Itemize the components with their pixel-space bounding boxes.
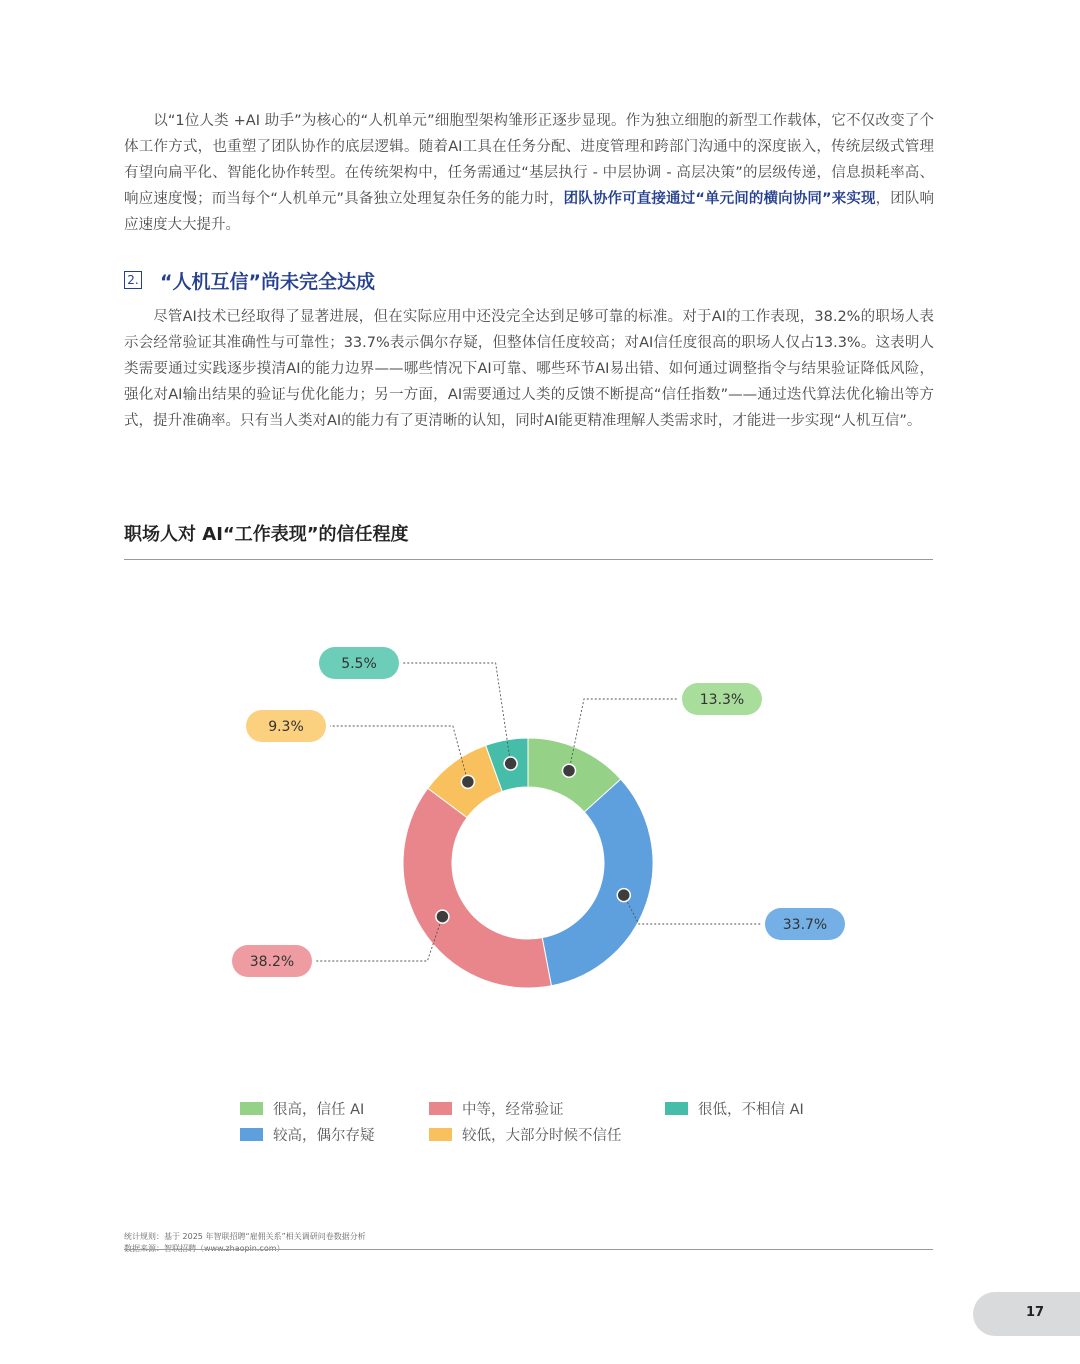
page-number: 17 [1026,1305,1045,1320]
title-divider [124,559,933,560]
paragraph-1-text: 以“1位人类 +AI 助手”为核心的“人机单元”细胞型架构雏形正逐步显现。作为独立细胞的新型工作载体，它不仅改变了个体工作方式，也重塑了团队协作的底层逻辑。随着AI工具在任务分配、进度管理和跨部门沟通中的深度嵌入，传统层级式管理有望向扁平化、智能化协作转型。在传统架构中，任务需通过“基层执行 - 中层协调 - 高层决策”的层级传递，信息损耗率高、响应速度慢；而当每个“人机单元”具备独立处理复杂任务的能力时， [124,113,934,207]
value-label-very-high: 13.3% [699,692,745,708]
legend-label-very-high: 很高，信任 AI [273,1102,365,1118]
leader-dot-very-low [504,757,517,770]
paragraph-1-emphasis: 团队协作可直接通过“单元间的横向协同”来实现 [563,191,876,207]
leader-dot-medium [436,910,449,923]
paragraph-2 [124,304,934,434]
legend-label-high: 较高，偶尔存疑 [273,1128,375,1144]
legend-item-low [429,1124,622,1145]
legend-swatch-very-low [665,1102,688,1115]
legend-label-very-low: 很低，不相信 AI [698,1102,804,1118]
legend-swatch-very-high [240,1102,263,1115]
paragraph-2-text: 尽管AI技术已经取得了显著进展，但在实际应用中还没完全达到足够可靠的标准。对于AI的工作表现，38.2%的职场人表示会经常验证其准确性与可靠性；33.7%表示偶尔存疑，但整体信任度较高；对AI信任度很高的职场人仅占13.3%。这表明人类需要通过实践逐步摸清AI的能力边界——哪些情况下AI可靠、哪些环节AI易出错、如何通过调整指令与结果验证降低风险，强化对AI输出结果的验证与优化能力；另一方面，AI需要通过人类的反馈不断提高“信任指数”——通过迭代算法优化输出等方式，提升准确率。只有当人类对AI的能力有了更清晰的认知，同时AI能更精准理解人类需求时，才能进一步实现“人机互信”。 [124,309,934,429]
value-label-high: 33.7% [782,917,828,933]
section-heading [124,266,375,294]
legend-item-very-low [665,1098,804,1119]
section-number: 2. [124,271,142,289]
leader-dot-high [617,889,630,902]
chart-title: 职场人对 AI“工作表现”的信任程度 [124,524,409,545]
legend-swatch-high [240,1128,263,1141]
paragraph-1 [124,108,934,238]
section-title: “人机互信”尚未完全达成 [160,270,375,293]
legend-item-high [240,1124,375,1145]
footnote-rule: 统计规则：基于 2025 年智联招聘“雇佣关系”相关调研问卷数据分析 [124,1232,366,1241]
slice-high [542,779,653,986]
footer-divider [124,1249,933,1250]
value-label-very-low: 5.5% [341,656,377,672]
legend-label-low: 较低，大部分时候不信任 [462,1128,622,1144]
value-label-low: 9.3% [268,719,304,735]
paragraph-1-text-end: ，团队响应速度大大提升。 [124,191,934,233]
value-label-medium: 38.2% [249,954,295,970]
legend-item-medium [429,1098,564,1119]
legend-label-medium: 中等，经常验证 [462,1102,564,1118]
leader-dot-very-high [562,764,575,777]
donut-chart [0,600,1080,1030]
legend-item-very-high [240,1098,364,1119]
legend-swatch-low [429,1128,452,1141]
leader-dot-low [461,775,474,788]
slice-medium [403,788,551,988]
legend-swatch-medium [429,1102,452,1115]
